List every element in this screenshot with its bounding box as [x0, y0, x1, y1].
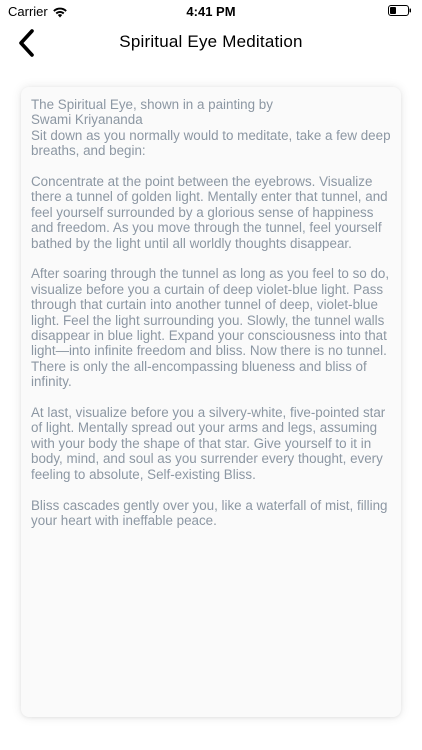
- intro-instruction: Sit down as you normally would to meditate, take a few deep breaths, and begin:: [31, 127, 391, 159]
- battery-icon: [388, 5, 412, 16]
- intro-caption: The Spiritual Eye, shown in a painting by: [31, 97, 273, 112]
- meditation-card: [21, 87, 401, 717]
- navigation-bar: [0, 22, 422, 62]
- intro-author: Swami Kriyananda: [31, 112, 143, 128]
- paragraph-blue-light: After soaring through the tunnel as long as you feel to so do, visualize before you a curtain of deep violet-blue light. Pass through that curtain into another tunnel of deep, violet-blue light. Feel the light surrounding you. Slowly, the tunnel walls disappear in blue light. Expand your consciousness into that light—into infinite freedom and bliss. Now there is no tunnel. There is only the all-encompassing blueness and bliss of infinity.: [31, 266, 390, 390]
- paragraph-star: At last, visualize before you a silvery-white, five-pointed star of light. Mentally spread out your arms and legs, assuming with your body the shape of that star. Give yourself to it in body, mind, and soul as you surrender every thought, every feeling to absolute, Self-existing Bliss.: [31, 405, 386, 482]
- status-time: 4:41 PM: [186, 4, 236, 19]
- page-title: Spiritual Eye Meditation: [119, 32, 303, 51]
- intro-block: [31, 97, 391, 159]
- paragraph-bliss: Bliss cascades gently over you, like a waterfall of mist, filling your heart with ineffable peace.: [31, 497, 388, 528]
- meditation-text: [31, 97, 391, 528]
- status-bar: [0, 0, 422, 22]
- carrier-label: Carrier: [8, 4, 48, 19]
- paragraph-golden-tunnel: Concentrate at the point between the eyebrows. Visualize there a tunnel of golden light. Mentally enter that tunnel, and feel yourself surrounded by a glorious sense of happiness and freedom. As you move through the tunnel, feel yourself bathed by the light until all worldly thoughts disappear.: [31, 174, 388, 251]
